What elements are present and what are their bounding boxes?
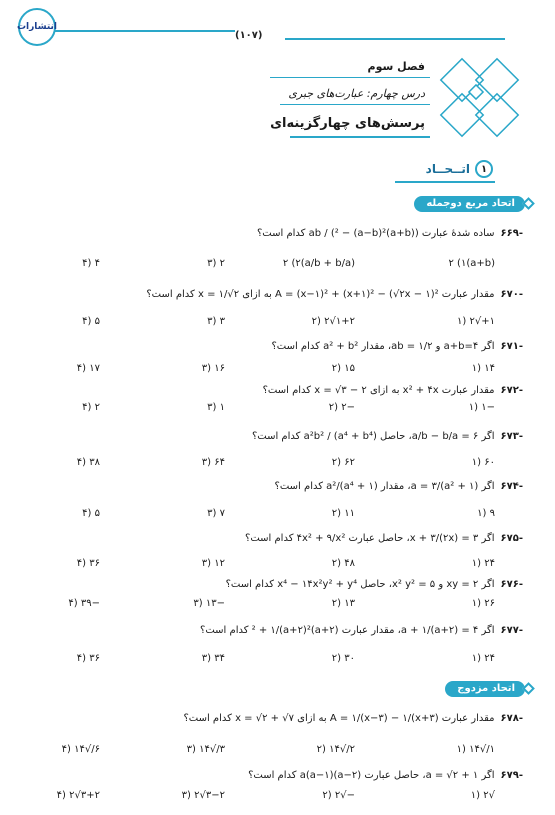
header-rule-left <box>55 30 235 32</box>
subsection-conjugate: اتحاد مزدوج <box>445 681 525 697</box>
question-673: -۶۷۳اگر a/b − b/a = ۶، حاصل (a⁴ + b⁴) / a²b² کدام است؟ <box>251 431 523 442</box>
question-669: -۶۶۹ساده شدهٔ عبارت ((a+b)² − (a−b)²) / ab کدام است؟ <box>256 228 523 239</box>
option[interactable]: ۵ (۴ <box>82 508 100 519</box>
option[interactable]: ۷ (۳ <box>207 508 225 519</box>
topic-label: اتــحــاد <box>425 162 470 176</box>
option[interactable]: ۵ (۴ <box>82 316 100 327</box>
options-672 <box>82 402 495 416</box>
option[interactable]: ۳−۲√۲ (۳ <box>181 790 225 801</box>
option[interactable]: ۶/√۱۴ (۴ <box>61 744 100 755</box>
question-678: -۶۷۸مقدار عبارت A = ۱/(x−۳) − ۱/(x+۳) به ازای x = √۲ + √۷ کدام است؟ <box>183 713 523 724</box>
options-671 <box>76 363 495 377</box>
topic-number: ۱ <box>475 160 493 178</box>
header-rule-right <box>285 38 505 40</box>
option[interactable]: −۲ (۲ <box>328 402 355 413</box>
option[interactable]: −√۲ (۲ <box>322 790 355 801</box>
option[interactable]: (a/b + b/a)۲ (۲ <box>282 258 355 269</box>
option[interactable]: ۹ (۱ <box>477 508 495 519</box>
subsection-marker-icon <box>522 197 535 210</box>
option[interactable]: ۱۵ (۲ <box>331 363 355 374</box>
option[interactable]: ۶۴ (۳ <box>201 457 225 468</box>
question-675: -۶۷۵اگر x + ۳/(۲x) = ۳، حاصل عبارت ۴x² + ۹/x² کدام است؟ <box>245 533 523 544</box>
option[interactable]: ۱۷ (۴ <box>76 363 100 374</box>
question-679: -۶۷۹اگر a = √۲ + ۱، حاصل عبارت a(a−۱)(a−۲) کدام است؟ <box>248 770 523 781</box>
option[interactable]: (a+b)۲ (۱ <box>448 258 495 269</box>
subsection-marker-icon <box>522 682 535 695</box>
options-669 <box>82 258 495 272</box>
option[interactable]: ۴۸ (۲ <box>331 558 355 569</box>
option[interactable]: −۱ (۱ <box>468 402 495 413</box>
options-678 <box>61 744 495 758</box>
option[interactable]: −۳۹ (۴ <box>68 598 100 609</box>
option[interactable]: ۳۰ (۲ <box>331 653 355 664</box>
option[interactable]: ۱+√۲ (۱ <box>457 316 495 327</box>
option[interactable]: ۴ (۴ <box>82 258 100 269</box>
option[interactable]: ۳۶ (۴ <box>76 558 100 569</box>
page-number: (۱۰۷) <box>235 30 263 41</box>
option[interactable]: ۱۲ (۳ <box>201 558 225 569</box>
subsection-square-binomial: اتحاد مربع دوجمله <box>414 196 525 212</box>
option[interactable]: ۲۴ (۱ <box>471 653 495 664</box>
options-673 <box>76 457 495 471</box>
options-674 <box>82 508 495 522</box>
question-671: -۶۷۱اگر a+b=۴ و ab = ۱/۲، مقدار a² + b² کدام است؟ <box>271 341 523 352</box>
option[interactable]: ۲۴ (۱ <box>471 558 495 569</box>
question-676: -۶۷۶اگر xy = ۲ و x² y² = ۵، حاصل x⁴ − ۱۴x²y² + y⁴ کدام است؟ <box>225 579 523 590</box>
chapter-rule <box>270 77 430 78</box>
topic-rule <box>395 181 495 183</box>
title-rule <box>290 136 430 138</box>
question-674: -۶۷۴اگر (a² + ۱)/a = ۳، مقدار (a⁴ + ۱)/a² کدام است؟ <box>274 481 523 492</box>
option[interactable]: ۱+۲√۲ (۲ <box>311 316 355 327</box>
options-676 <box>68 598 495 612</box>
questions-title: پرسش‌های چهارگزینه‌ای <box>270 116 425 131</box>
question-670: -۶۷۰مقدار عبارت A = (x−۱)² + (x+۱)² − (√۲x − ۱)² به ازای x = ۱/√۲ کدام است؟ <box>146 289 523 300</box>
option[interactable]: −۱۳ (۳ <box>193 598 225 609</box>
question-672: -۶۷۲مقدار عبارت x² + ۴x به ازای x = √۳ − ۲ کدام است؟ <box>262 385 523 396</box>
option[interactable]: ۳۶ (۴ <box>76 653 100 664</box>
option[interactable]: ۳+۲√۲ (۴ <box>56 790 100 801</box>
option[interactable]: ۳/√۱۴ (۳ <box>186 744 225 755</box>
option[interactable]: ۳ (۳ <box>207 316 225 327</box>
lesson-title: درس چهارم: عبارت‌های جبری <box>288 87 425 100</box>
option[interactable]: ۱۳ (۲ <box>331 598 355 609</box>
option[interactable]: ۲ (۳ <box>207 258 225 269</box>
option[interactable]: ۱ (۳ <box>207 402 225 413</box>
chapter-title: فصل سوم <box>367 60 425 73</box>
question-677: -۶۷۷اگر a + ۱/(a+۲) = ۴، مقدار عبارت (a+۲)² + ۱/(a+۲)² کدام است؟ <box>200 625 523 636</box>
option[interactable]: ۱۱ (۲ <box>331 508 355 519</box>
option[interactable]: ۲۶ (۱ <box>471 598 495 609</box>
option[interactable]: ۲/√۱۴ (۲ <box>316 744 355 755</box>
option[interactable]: ۱/√۱۴ (۱ <box>456 744 495 755</box>
publisher-logo: انتشارات <box>18 8 56 46</box>
option[interactable]: ۳۸ (۴ <box>76 457 100 468</box>
options-670 <box>82 316 495 330</box>
options-677 <box>76 653 495 667</box>
option[interactable]: √۲ (۱ <box>470 790 495 801</box>
option[interactable]: ۶۰ (۱ <box>471 457 495 468</box>
options-675 <box>76 558 495 572</box>
option[interactable]: ۲ (۴ <box>82 402 100 413</box>
lesson-rule <box>280 104 430 105</box>
option[interactable]: ۶۲ (۲ <box>331 457 355 468</box>
option[interactable]: ۱۶ (۳ <box>201 363 225 374</box>
diamond-decoration-icon <box>427 45 537 145</box>
option[interactable]: ۱۴ (۱ <box>471 363 495 374</box>
options-679 <box>56 790 495 804</box>
option[interactable]: ۳۴ (۳ <box>201 653 225 664</box>
